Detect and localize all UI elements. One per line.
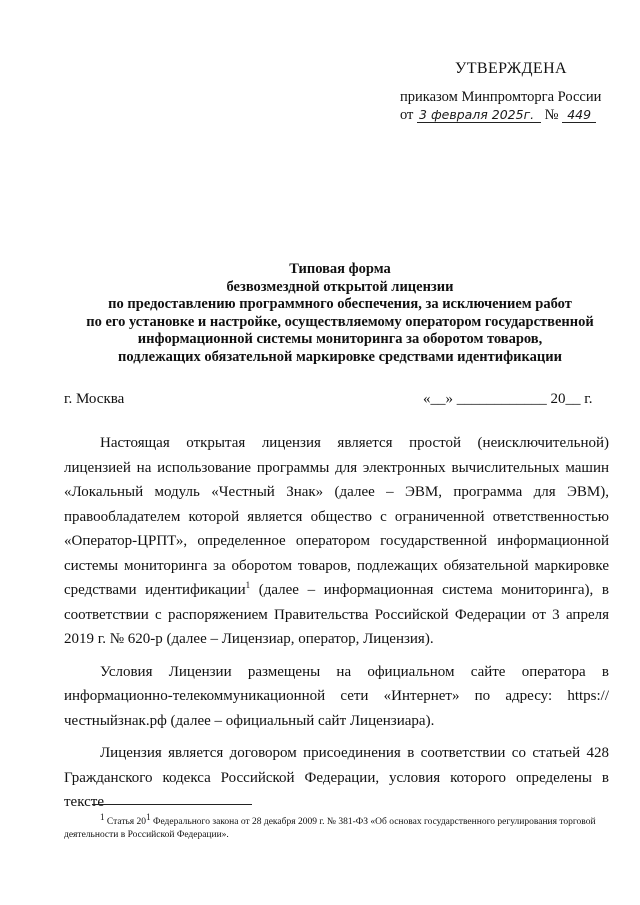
paragraph-3: Лицензия является договором присоединения в соответствии со статьей 428 Гражданского кодекса Российской Федерации, условия которого определены в тексте [64, 745, 609, 810]
footnote-ref: 1 [245, 580, 251, 590]
footnote-text-cont: Федерального закона от 28 декабря 2009 г. № 381-ФЗ «Об основах государственного регулирования торговой деятельности в Российской Федерации». [64, 817, 596, 840]
footnote [64, 811, 616, 841]
footnote-divider [92, 804, 252, 805]
footnote-article-sup: 1 [146, 811, 151, 822]
handwritten-number: 449 [562, 107, 596, 123]
title-line: Типовая форма [289, 261, 391, 277]
title-line: подлежащих обязательной маркировке средствами идентификации [118, 348, 562, 365]
order-date-line [400, 107, 596, 124]
paragraph-1 [64, 431, 609, 652]
paragraph-1-text: Настоящая открытая лицензия является простой (неисключительной) лицензией на использование программы для электронных вычислительных машин «Локальный модуль «Честный Знак» (далее – ЭВМ, программа для ЭВМ), правообладателем которой является общество с ограниченной ответственностью «Оператор-ЦРПТ», определенное оператором государственной информационной системы мониторинга за оборотом товаров, подлежащих обязательной маркировке средствами идентификации [64, 435, 609, 598]
number-prefix: № [544, 107, 559, 123]
paragraph-1-text-cont: (далее – информационная система мониторинга), в соответствии с распоряжением Правительства Российской Федерации от 3 апреля 2019 г. № 620-р (далее – Лицензиар, оператор, Лицензия). [64, 582, 609, 647]
city: г. Москва [64, 391, 125, 407]
document-body [64, 431, 609, 815]
handwritten-date: 3 февраля 2025г. [417, 107, 541, 123]
title-line: безвозмездной открытой лицензии [226, 278, 454, 295]
date-prefix: от [400, 107, 414, 123]
footnote-text: Статья 20 [104, 817, 147, 827]
paragraph-2: Условия Лицензии размещены на официальном сайте оператора в информационно-телекоммуникационной сети «Интернет» по адресу: https://честныйзнак.рф (далее – официальный сайт Лицензиара). [64, 663, 609, 729]
title-line: по предоставлению программного обеспечения, за исключением работ [108, 296, 572, 313]
footnote-mark: 1 [100, 811, 105, 822]
order-issuer: приказом Минпромторга России [400, 89, 602, 105]
title-line: информационной системы мониторинга за оборотом товаров, [137, 331, 543, 348]
approval-stamp: УТВЕРЖДЕНА [455, 60, 568, 77]
title-line: по его установке и настройке, осуществляемому оператором государственной [86, 313, 594, 330]
document-title [40, 261, 640, 367]
date-blank: «__» ____________ 20__ г. [423, 391, 593, 407]
